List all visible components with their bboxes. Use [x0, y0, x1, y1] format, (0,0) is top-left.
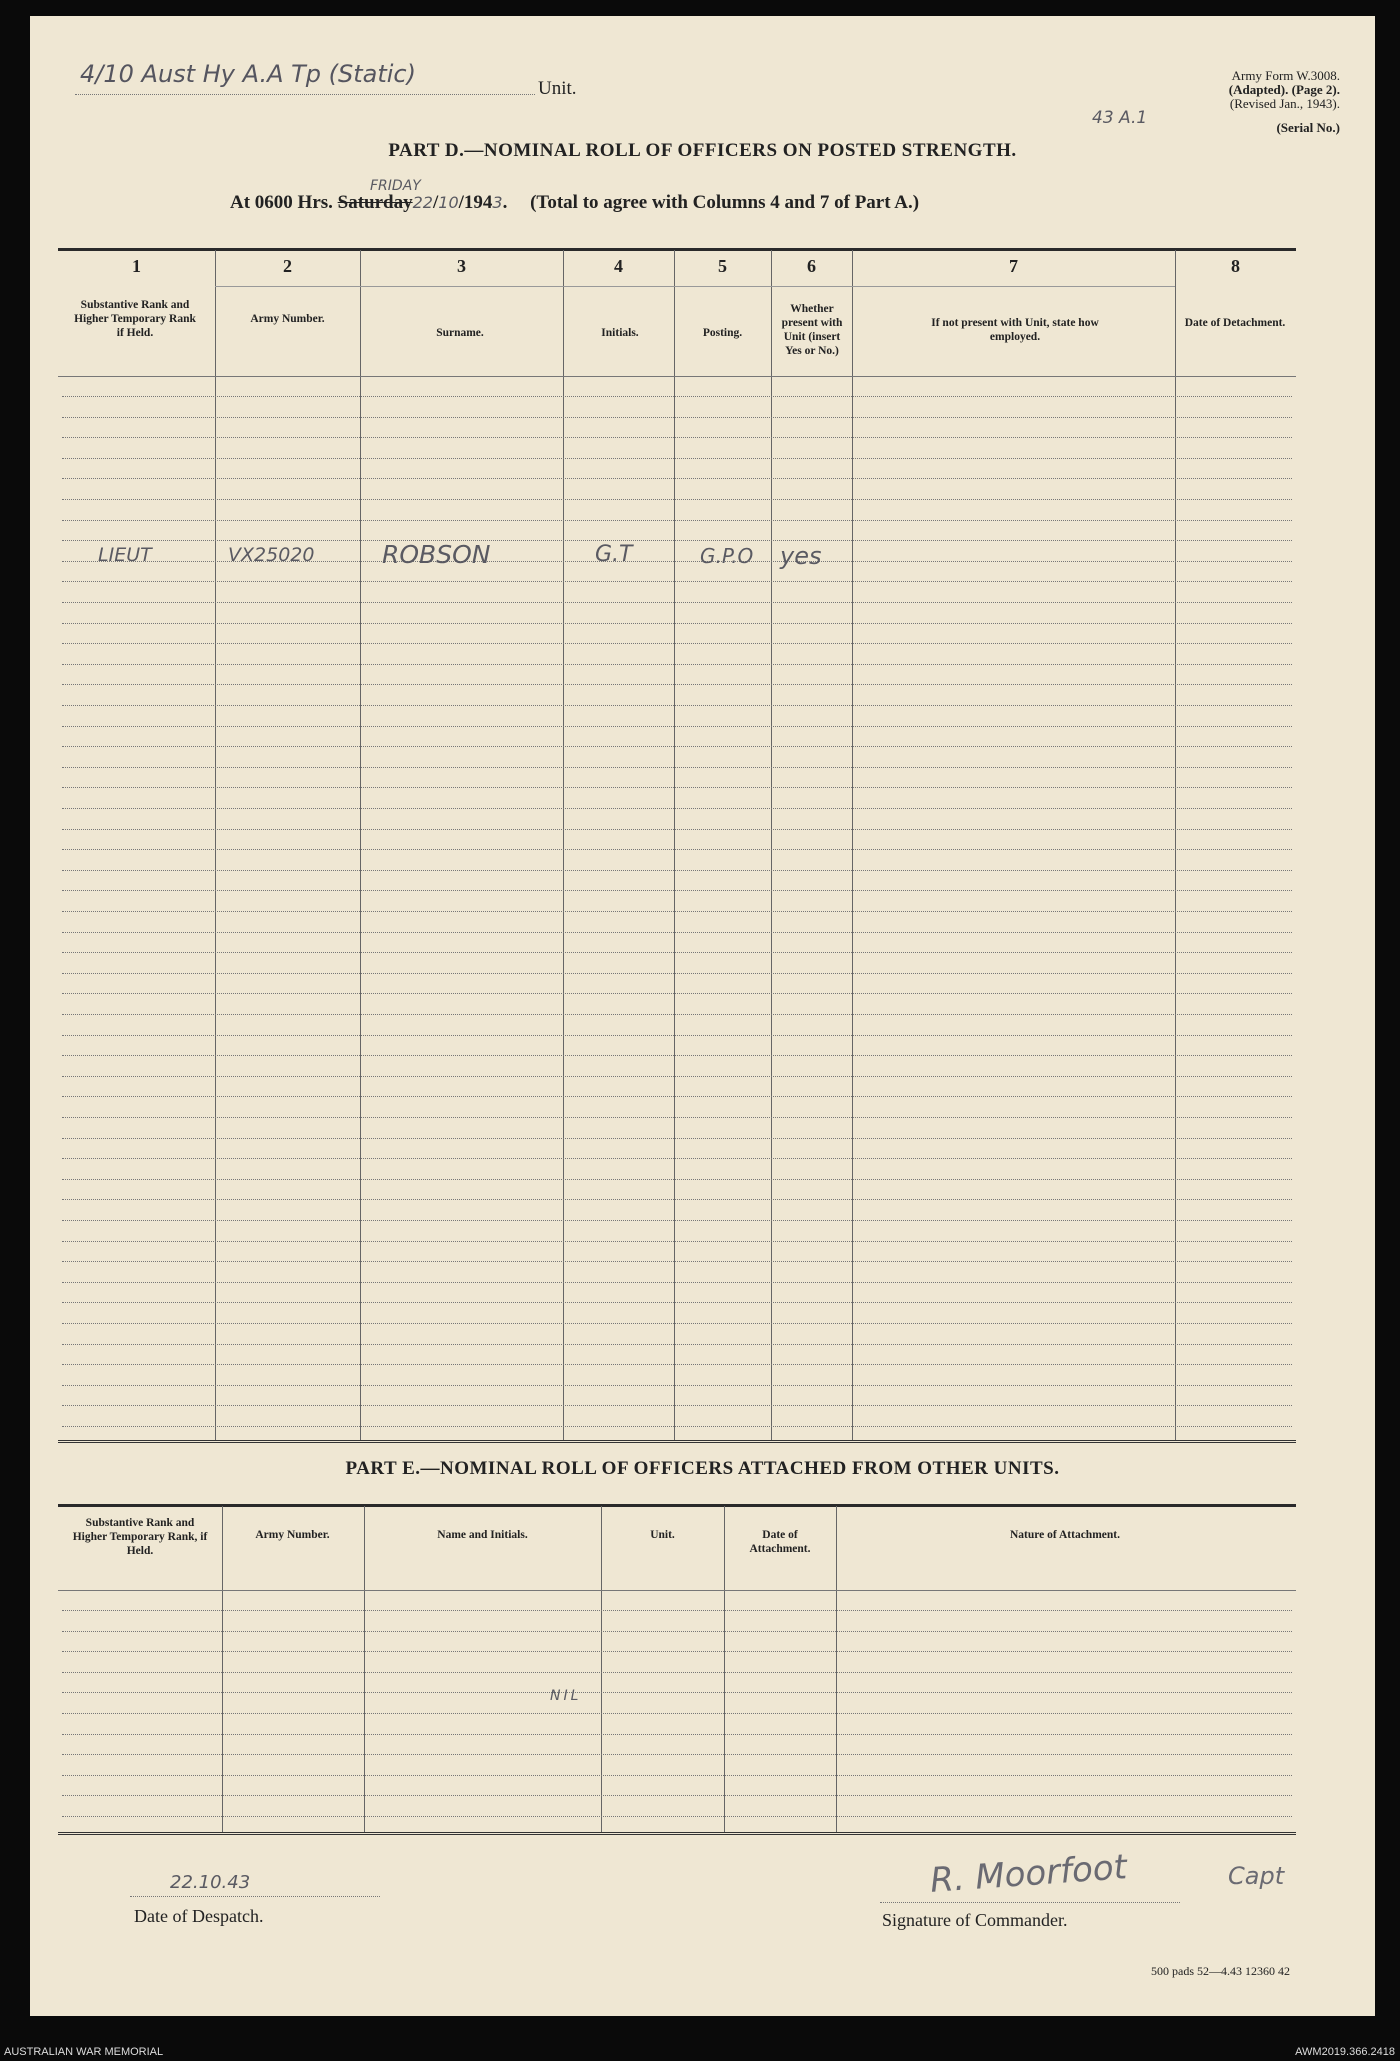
ruled-line: [62, 499, 1292, 500]
ruled-line: [62, 1179, 1292, 1180]
unit-handwritten: 4/10 Aust Hy A.A Tp (Static): [80, 60, 416, 88]
ruled-line: [62, 1795, 1292, 1796]
ruled-line: [62, 1364, 1292, 1365]
ruled-line: [62, 1035, 1292, 1036]
entry-surname: ROBSON: [382, 540, 491, 569]
ruled-line: [62, 396, 1292, 397]
e-header-bottom-rule: [58, 1590, 1296, 1591]
ruled-line: [62, 1610, 1292, 1611]
col-number-5: 5: [718, 256, 727, 276]
ruled-line: [62, 890, 1292, 891]
ruled-line: [62, 1816, 1292, 1817]
ruled-line: [62, 1775, 1292, 1776]
at-time-label: At 0600 Hrs.: [230, 192, 333, 213]
ruled-line: [62, 540, 1292, 541]
despatch-underline: [130, 1896, 380, 1897]
ruled-line: [62, 602, 1292, 603]
col-number-6: 6: [807, 256, 816, 276]
part-e-bottom-rule: [58, 1832, 1296, 1835]
ruled-line: [62, 520, 1292, 521]
header-bottom-rule: [58, 376, 1296, 377]
form-line-3: (Revised Jan., 1943).: [1229, 96, 1340, 111]
e-col-header-unit: Unit.: [650, 1529, 675, 1541]
nil-entry: NIL: [550, 1688, 582, 1704]
ruled-line: [62, 1138, 1292, 1139]
ruled-line: [62, 1323, 1292, 1324]
ruled-line: [62, 1199, 1292, 1200]
entry-army-number: VX25020: [228, 544, 315, 566]
ruled-line: [62, 1405, 1292, 1406]
ruled-line: [62, 458, 1292, 459]
ruled-line: [62, 973, 1292, 974]
col-number-2: 2: [283, 256, 292, 276]
ruled-line: [62, 870, 1292, 871]
col-header-initials: Initials.: [601, 327, 639, 339]
ruled-line: [62, 849, 1292, 850]
ruled-line: [62, 684, 1292, 685]
col-number-3: 3: [457, 256, 466, 276]
part-d-title: PART D.—NOMINAL ROLL OF OFFICERS ON POSTED STRENGTH.: [388, 140, 1017, 161]
col-header-army-number: Army Number.: [250, 313, 325, 325]
part-e-title: PART E.—NOMINAL ROLL OF OFFICERS ATTACHED FROM OTHER UNITS.: [345, 1458, 1060, 1479]
day-handwritten: FRIDAY: [370, 178, 421, 194]
serial-handwritten: 43 A.1: [1092, 108, 1148, 128]
date-day: 22: [412, 193, 433, 212]
form-line-2: (Adapted). (Page 2).: [1228, 82, 1340, 97]
ruled-line: [62, 746, 1292, 747]
ruled-line: [62, 1014, 1292, 1015]
date-line: At 0600 Hrs. Saturday22/10/1943. (Total to agree with Columns 4 and 7 of Part A.): [230, 192, 920, 213]
total-note: (Total to agree with Columns 4 and 7 of Part A.): [530, 192, 920, 213]
signature-rank: Capt: [1228, 1862, 1285, 1890]
form-line-1: Army Form W.3008.: [1231, 68, 1340, 83]
part-e-top-rule: [58, 1504, 1296, 1507]
ruled-line: [62, 1220, 1292, 1221]
ruled-line: [62, 993, 1292, 994]
unit-underline: [75, 94, 535, 95]
date-year-prefix: 194: [463, 192, 493, 213]
print-code: 500 pads 52—4.43 12360 42: [1151, 1964, 1290, 1978]
e-col-rule-2: [364, 1506, 365, 1832]
serial-label: (Serial No.): [1276, 120, 1340, 135]
signature-underline: [880, 1902, 1180, 1903]
signature-handwritten: R. Moorfoot: [928, 1847, 1129, 1901]
ruled-line: [62, 952, 1292, 953]
ruled-line: [62, 767, 1292, 768]
ruled-line: [62, 705, 1292, 706]
ruled-line: [62, 1055, 1292, 1056]
ruled-line: [62, 808, 1292, 809]
col-number-rule: [215, 286, 1175, 287]
e-col-rule-1: [222, 1506, 223, 1832]
ruled-line: [62, 417, 1292, 418]
ruled-line: [62, 1734, 1292, 1735]
e-col-header-rank: Substantive Rank and Higher Temporary Rank, if Held.: [72, 1517, 208, 1557]
e-col-header-attached: Date of Attachment.: [749, 1529, 811, 1555]
date-month: 10: [438, 193, 459, 212]
col-header-present: Whether present with Unit (insert Yes or No.): [781, 303, 843, 357]
e-col-header-army-number: Army Number.: [255, 1529, 330, 1541]
ruled-line: [62, 1158, 1292, 1159]
archive-caption-right: AWM2019.366.2418: [1295, 2046, 1395, 2058]
ruled-line: [62, 1631, 1292, 1632]
ruled-line: [62, 1302, 1292, 1303]
col-header-rank: Substantive Rank and Higher Temporary Rank if Held.: [74, 299, 196, 339]
entry-posting: G.P.O: [700, 544, 754, 568]
entry-rank: LIEUT: [98, 544, 152, 566]
e-col-rule-4: [724, 1506, 725, 1832]
e-col-header-name: Name and Initials.: [437, 1529, 528, 1541]
date-year-hand: 3: [492, 193, 503, 212]
ruled-line: [62, 787, 1292, 788]
col-number-1: 1: [132, 256, 141, 276]
e-col-rule-5: [836, 1506, 837, 1832]
ruled-line: [62, 643, 1292, 644]
ruled-line: [62, 1096, 1292, 1097]
col-header-posting: Posting.: [702, 327, 743, 339]
ruled-line: [62, 1282, 1292, 1283]
signature-label: Signature of Commander.: [882, 1910, 1068, 1930]
col-header-detachment: Date of Detachment.: [1184, 317, 1286, 329]
entry-initials: G.T: [595, 542, 633, 567]
e-col-header-nature: Nature of Attachment.: [1010, 1529, 1120, 1541]
ruled-line: [62, 1426, 1292, 1427]
ruled-line: [62, 1344, 1292, 1345]
col-header-how-employed: If not present with Unit, state how employed.: [931, 317, 1099, 343]
ruled-line: [62, 1713, 1292, 1714]
e-col-rule-3: [601, 1506, 602, 1832]
ruled-line: [62, 932, 1292, 933]
ruled-line: [62, 726, 1292, 727]
ruled-line: [62, 1076, 1292, 1077]
col-header-surname: Surname.: [436, 327, 484, 339]
ruled-line: [62, 1241, 1292, 1242]
ruled-line: [62, 1117, 1292, 1118]
form-page: [30, 16, 1375, 2016]
ruled-line: [62, 1261, 1292, 1262]
col-number-8: 8: [1231, 256, 1240, 276]
ruled-line: [62, 911, 1292, 912]
ruled-line: [62, 1754, 1292, 1755]
ruled-line: [62, 1651, 1292, 1652]
ruled-line: [62, 1385, 1292, 1386]
unit-label: Unit.: [538, 78, 577, 99]
ruled-line: [62, 581, 1292, 582]
ruled-line: [62, 1672, 1292, 1673]
despatch-date-handwritten: 22.10.43: [170, 1872, 251, 1893]
day-printed: Saturday: [337, 192, 413, 213]
ruled-line: [62, 829, 1292, 830]
part-d-top-rule: [58, 248, 1296, 251]
col-number-7: 7: [1009, 256, 1018, 276]
part-d-bottom-rule: [58, 1440, 1296, 1443]
ruled-line: [62, 478, 1292, 479]
ruled-line: [62, 1692, 1292, 1693]
ruled-line: [62, 623, 1292, 624]
ruled-line: [62, 664, 1292, 665]
entry-present: yes: [780, 542, 822, 570]
col-number-4: 4: [614, 256, 623, 276]
despatch-label: Date of Despatch.: [134, 1906, 264, 1926]
ruled-line: [62, 437, 1292, 438]
archive-caption-left: AUSTRALIAN WAR MEMORIAL: [4, 2046, 164, 2058]
